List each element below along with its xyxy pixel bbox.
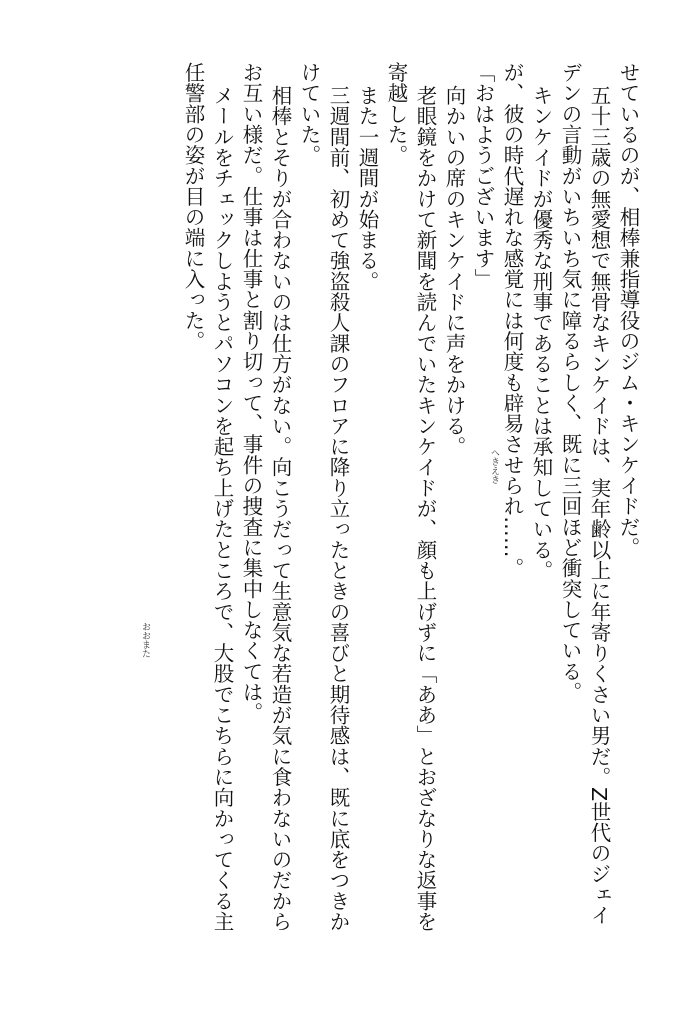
- text-line: が、彼の時代遅れな感覚には何度も辟易させられ……。: [500, 62, 524, 579]
- text-line: 老眼鏡をかけて新聞を読んでいたキンケイドが、顔も上げずに「ああ」とおざなりな返事を: [413, 84, 437, 932]
- text-line: 三週間前、初めて強盗殺人課のフロアに降り立ったときの喜びと期待感は、既に底をつきか: [326, 84, 350, 932]
- text-line: 五十三歳の無愛想で無骨なキンケイドは、実年齢以上に年寄りくさい男だ。Z世代のジェイ: [587, 84, 611, 925]
- text-line: 任警部の姿が目の端に入った。: [181, 62, 205, 352]
- text-line: デンの言動がいちいち気に障るらしく、既に三回ほど衝突している。: [558, 62, 582, 703]
- text-line: 向かいの席のキンケイドに声をかける。: [442, 84, 466, 457]
- text-line: 寄越した。: [384, 62, 408, 166]
- furigana-oomata: おおまた: [140, 622, 150, 658]
- text-line: お互い様だ。仕事は仕事と割り切って、事件の捜査に集中しなくては。: [239, 62, 263, 723]
- text-line: せているのが、相棒兼指導役のジム・キンケイドだ。: [616, 62, 640, 558]
- text-line: また一週間が始まる。: [355, 84, 379, 292]
- vertical-body-text: [178, 62, 642, 962]
- text-line: キンケイドが優秀な刑事であることは承知している。: [529, 84, 553, 581]
- text-line: メールをチェックしようとパソコンを起ち上げたところで、大股でこちらに向かってくる主: [210, 84, 234, 932]
- text-line: 相棒とそりが合わないのは仕方がない。向こうだって生意気な若造が気に食わないのだから: [268, 84, 292, 932]
- furigana-hekieki: へきえき: [489, 448, 499, 484]
- text-line: けていた。: [297, 62, 321, 166]
- dialogue-line: 「おはようございます」: [471, 62, 495, 290]
